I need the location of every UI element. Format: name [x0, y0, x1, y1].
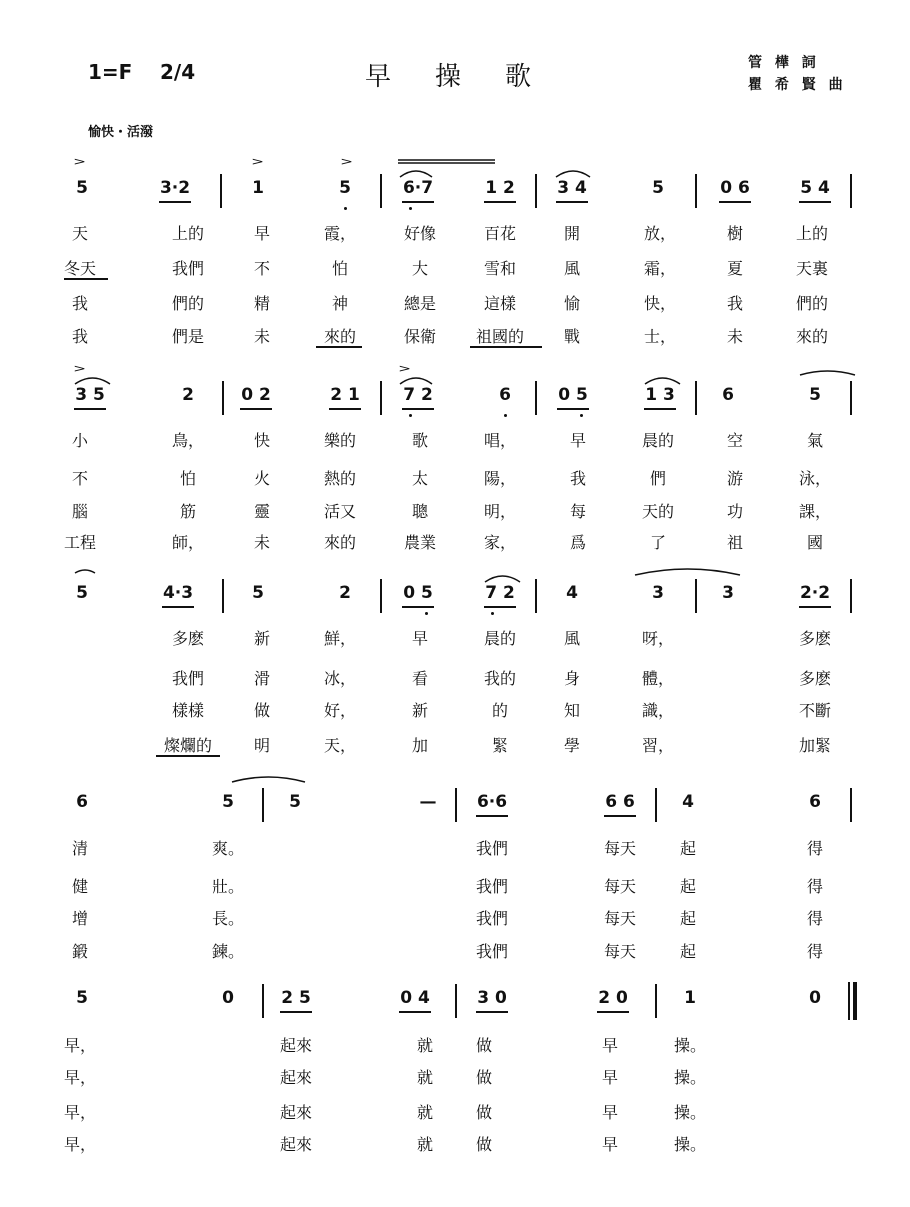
lyric-syllable: 早 — [253, 224, 271, 243]
lyric-syllable: 長。 — [211, 909, 245, 928]
note-group: 3 0 — [477, 988, 507, 1008]
note-group: 0 5 — [403, 583, 433, 603]
lyric-syllable: 早， — [63, 1068, 97, 1087]
slur — [645, 378, 680, 384]
eighth-beam — [484, 606, 516, 608]
bar-line — [655, 788, 657, 822]
lyric-syllable: 活又 — [323, 502, 357, 521]
accent-mark: > — [251, 155, 265, 168]
lyric-syllable: 習， — [641, 736, 675, 755]
lyric-syllable: 起來 — [279, 1103, 313, 1122]
lyric-underline — [470, 346, 542, 348]
eighth-beam — [719, 201, 751, 203]
lyric-syllable: 每天 — [603, 942, 637, 961]
lyric-syllable: 歌 — [411, 431, 429, 450]
lyric-syllable: 唱， — [483, 431, 517, 450]
final-bar-line-thin — [848, 982, 850, 1020]
lyric-syllable: 我 — [726, 294, 744, 313]
lyric-syllable: 冬天 — [63, 259, 97, 278]
lyric-syllable: 戰 — [563, 327, 581, 346]
eighth-beam — [484, 201, 516, 203]
lyric-syllable: 早 — [601, 1036, 619, 1055]
lyric-syllable: 空 — [726, 431, 744, 450]
lyric-syllable: 霞， — [323, 224, 357, 243]
lyric-syllable: 早 — [569, 431, 587, 450]
note-group: 5 — [289, 792, 301, 812]
note-group: 7 2 — [403, 385, 433, 405]
lyric-syllable: 每天 — [603, 877, 637, 896]
lyric-syllable: 壯。 — [211, 877, 245, 896]
octave-dot — [425, 612, 428, 615]
lyric-syllable: 霜， — [643, 259, 677, 278]
note-group: 3 5 — [75, 385, 105, 405]
bar-line — [455, 788, 457, 822]
lyric-syllable: 泳， — [798, 469, 832, 488]
eighth-beam — [476, 1011, 508, 1013]
note-group: 1 — [252, 178, 264, 198]
lyric-syllable: 爽。 — [211, 839, 245, 858]
note-group: 3 — [652, 583, 664, 603]
octave-dot — [504, 414, 507, 417]
note-group: 2·2 — [799, 583, 831, 603]
lyric-syllable: 課， — [798, 502, 832, 521]
bar-line — [380, 579, 382, 613]
lyric-syllable: 就 — [416, 1135, 434, 1154]
lyric-syllable: 天 — [71, 224, 89, 243]
lyric-syllable: 們 — [649, 469, 667, 488]
lyric-syllable: 上的 — [171, 224, 205, 243]
lyric-syllable: 早 — [601, 1068, 619, 1087]
lyric-syllable: 風 — [563, 629, 581, 648]
note-group: 6 6 — [605, 792, 635, 812]
lyric-syllable: 小 — [71, 431, 89, 450]
note-group: 2 1 — [330, 385, 360, 405]
lyric-syllable: 好， — [323, 701, 357, 720]
lyric-syllable: 風 — [563, 259, 581, 278]
bar-line — [455, 984, 457, 1018]
lyric-syllable: 呀， — [641, 629, 675, 648]
lyric-syllable: 得 — [806, 839, 824, 858]
lyric-syllable: 天裏 — [795, 259, 829, 278]
lyric-syllable: 大 — [411, 259, 429, 278]
bar-line — [380, 174, 382, 208]
bar-line — [695, 381, 697, 415]
lyric-syllable: 早， — [63, 1103, 97, 1122]
accent-mark: > — [73, 155, 87, 168]
lyric-syllable: 爲 — [569, 533, 587, 552]
lyric-syllable: 快， — [643, 294, 677, 313]
lyric-syllable: 不 — [71, 469, 89, 488]
octave-dot — [491, 612, 494, 615]
lyric-syllable: 增 — [71, 909, 89, 928]
lyric-syllable: 太 — [411, 469, 429, 488]
lyric-syllable: 氣 — [806, 431, 824, 450]
lyric-syllable: 就 — [416, 1068, 434, 1087]
note-group: 6·6 — [476, 792, 508, 812]
note-group: 1 2 — [485, 178, 515, 198]
octave-dot — [344, 207, 347, 210]
slur — [800, 371, 855, 375]
eighth-beam — [402, 201, 434, 203]
lyric-syllable: 總是 — [403, 294, 437, 313]
lyric-syllable: 保衛 — [403, 327, 437, 346]
note-group: 4·3 — [162, 583, 194, 603]
bar-line — [655, 984, 657, 1018]
lyric-syllable: 功 — [726, 502, 744, 521]
lyric-syllable: 們是 — [171, 327, 205, 346]
lyric-syllable: 工程 — [63, 533, 97, 552]
note-group: 0 5 — [558, 385, 588, 405]
eighth-beam — [597, 1011, 629, 1013]
note-group: 3 — [722, 583, 734, 603]
lyric-syllable: 祖國的 — [475, 327, 525, 346]
slur — [556, 171, 590, 177]
note-group: 5 — [652, 178, 664, 198]
lyric-syllable: 知 — [563, 701, 581, 720]
tie — [232, 777, 305, 782]
lyric-syllable: 們的 — [171, 294, 205, 313]
octave-dot — [409, 207, 412, 210]
lyric-syllable: 每天 — [603, 839, 637, 858]
lyric-syllable: 起 — [679, 877, 697, 896]
lyric-syllable: 愉 — [563, 294, 581, 313]
accent-mark: > — [340, 155, 354, 168]
eighth-beam — [799, 201, 831, 203]
lyric-syllable: 每天 — [603, 909, 637, 928]
lyric-syllable: 多麽 — [798, 629, 832, 648]
lyric-syllable: 做 — [475, 1036, 493, 1055]
eighth-beam — [556, 201, 588, 203]
note-group: 4 — [682, 792, 694, 812]
note-group: 0 2 — [241, 385, 271, 405]
lyric-syllable: 明 — [253, 736, 271, 755]
lyric-syllable: 早 — [601, 1103, 619, 1122]
lyric-syllable: 我的 — [483, 669, 517, 688]
bar-line — [695, 579, 697, 613]
bar-line — [262, 788, 264, 822]
lyric-syllable: 起來 — [279, 1036, 313, 1055]
lyric-syllable: 冰， — [323, 669, 357, 688]
lyric-syllable: 做 — [475, 1068, 493, 1087]
lyric-syllable: 起 — [679, 839, 697, 858]
lyric-syllable: 的 — [491, 701, 509, 720]
eighth-beam — [74, 408, 106, 410]
lyric-syllable: 新 — [253, 629, 271, 648]
lyric-syllable: 做 — [253, 701, 271, 720]
lyric-syllable: 做 — [475, 1103, 493, 1122]
lyric-syllable: 鳥， — [171, 431, 205, 450]
bar-line — [850, 381, 852, 415]
lyric-syllable: 樹 — [726, 224, 744, 243]
note-group: 6 — [722, 385, 734, 405]
note-group: 5 — [222, 792, 234, 812]
lyric-syllable: 健 — [71, 877, 89, 896]
lyric-syllable: 我們 — [171, 669, 205, 688]
slur — [485, 576, 520, 582]
tempo-marking: 愉快・活潑 — [88, 125, 154, 140]
eighth-beam — [557, 408, 589, 410]
note-group: 0 4 — [400, 988, 430, 1008]
note-group: 2 — [339, 583, 351, 603]
song-title: 早操歌 — [365, 62, 576, 92]
lyric-syllable: 百花 — [483, 224, 517, 243]
note-group: 0 6 — [720, 178, 750, 198]
octave-dot — [409, 414, 412, 417]
lyric-syllable: 未 — [253, 533, 271, 552]
lyric-syllable: 放， — [643, 224, 677, 243]
lyric-syllable: 操。 — [673, 1068, 707, 1087]
lyric-syllable: 燦爛的 — [163, 736, 213, 755]
lyric-syllable: 筋 — [179, 502, 197, 521]
note-group: 4 — [566, 583, 578, 603]
bar-line — [535, 381, 537, 415]
eighth-beam — [329, 408, 361, 410]
lyric-syllable: 靈 — [253, 502, 271, 521]
lyric-syllable: 早 — [601, 1135, 619, 1154]
accent-mark: > — [398, 362, 412, 375]
lyric-syllable: 不斷 — [798, 701, 832, 720]
lyric-syllable: 晨的 — [483, 629, 517, 648]
note-group: 6 — [499, 385, 511, 405]
lyric-syllable: 祖 — [726, 533, 744, 552]
eighth-beam — [402, 606, 434, 608]
lyric-underline — [156, 755, 220, 757]
lyric-syllable: 不 — [253, 259, 271, 278]
lyric-syllable: 神 — [331, 294, 349, 313]
lyric-syllable: 早， — [63, 1135, 97, 1154]
accent-mark: > — [73, 362, 87, 375]
lyric-syllable: 熱的 — [323, 469, 357, 488]
lyric-syllable: 鍛 — [71, 942, 89, 961]
lyric-syllable: 火 — [253, 469, 271, 488]
lyric-syllable: 得 — [806, 877, 824, 896]
lyric-syllable: 每 — [569, 502, 587, 521]
lyric-syllable: 開 — [563, 224, 581, 243]
lyric-underline — [64, 278, 108, 280]
bar-line — [380, 381, 382, 415]
eighth-beam — [159, 201, 191, 203]
lyric-syllable: 上的 — [795, 224, 829, 243]
note-group: 2 — [182, 385, 194, 405]
lyric-syllable: 鍊。 — [211, 942, 245, 961]
bar-line — [222, 579, 224, 613]
eighth-beam — [799, 606, 831, 608]
lyric-syllable: 快 — [253, 431, 271, 450]
lyric-syllable: 怕 — [331, 259, 349, 278]
lyric-syllable: 樂的 — [323, 431, 357, 450]
note-group: 6 — [809, 792, 821, 812]
lyric-syllable: 師， — [171, 533, 205, 552]
lyric-syllable: 緊 — [491, 736, 509, 755]
lyric-syllable: 滑 — [253, 669, 271, 688]
note-group: 3·2 — [159, 178, 191, 198]
lyric-syllable: 清 — [71, 839, 89, 858]
lyric-syllable: 我們 — [475, 909, 509, 928]
note-group: 5 4 — [800, 178, 830, 198]
lyric-syllable: 們的 — [795, 294, 829, 313]
note-group: 5 — [339, 178, 351, 198]
lyric-syllable: 明， — [483, 502, 517, 521]
lyric-syllable: 夏 — [726, 259, 744, 278]
note-group: 5 — [76, 178, 88, 198]
lyric-syllable: 陽， — [483, 469, 517, 488]
lyric-syllable: 樣樣 — [171, 701, 205, 720]
lyric-syllable: 起來 — [279, 1135, 313, 1154]
lyric-syllable: 我們 — [475, 839, 509, 858]
lyric-syllable: 鮮， — [323, 629, 357, 648]
octave-dot — [580, 414, 583, 417]
eighth-beam — [240, 408, 272, 410]
lyric-syllable: 來的 — [323, 533, 357, 552]
note-group: 5 — [76, 583, 88, 603]
eighth-beam — [162, 606, 194, 608]
eighth-beam — [644, 408, 676, 410]
lyric-syllable: 我 — [569, 469, 587, 488]
lyric-syllable: 國 — [806, 533, 824, 552]
lyric-syllable: 操。 — [673, 1135, 707, 1154]
lyric-syllable: 晨的 — [641, 431, 675, 450]
lyric-syllable: 加緊 — [798, 736, 832, 755]
bar-line — [850, 579, 852, 613]
note-group: 0 — [809, 988, 821, 1008]
lyric-syllable: 這樣 — [483, 294, 517, 313]
bar-line — [850, 788, 852, 822]
eighth-beam — [280, 1011, 312, 1013]
lyric-syllable: 我 — [71, 294, 89, 313]
lyric-syllable: 就 — [416, 1036, 434, 1055]
note-group: 5 — [76, 988, 88, 1008]
lyric-syllable: 新 — [411, 701, 429, 720]
lyric-syllable: 聰 — [411, 502, 429, 521]
lyric-syllable: 雪和 — [483, 259, 517, 278]
bar-line — [695, 174, 697, 208]
slur — [75, 570, 95, 573]
lyric-syllable: 操。 — [673, 1036, 707, 1055]
lyric-syllable: 起 — [679, 942, 697, 961]
eighth-beam — [476, 815, 508, 817]
note-group: 5 — [809, 385, 821, 405]
lyric-syllable: 多麽 — [171, 629, 205, 648]
slur — [75, 378, 110, 384]
lyric-syllable: 我們 — [171, 259, 205, 278]
note-group: 2 5 — [281, 988, 311, 1008]
lyric-syllable: 來的 — [323, 327, 357, 346]
bar-line — [222, 381, 224, 415]
lyric-syllable: 得 — [806, 909, 824, 928]
note-group: 7 2 — [485, 583, 515, 603]
note-group: 6·7 — [402, 178, 434, 198]
lyric-syllable: 起來 — [279, 1068, 313, 1087]
lyric-syllable: 識， — [641, 701, 675, 720]
lyric-syllable: 早 — [411, 629, 429, 648]
key-signature: 1=F — [88, 60, 133, 84]
lyric-syllable: 我們 — [475, 877, 509, 896]
note-group: 3 4 — [557, 178, 587, 198]
lyric-syllable: 學 — [563, 736, 581, 755]
note-group: 6 — [76, 792, 88, 812]
lyric-syllable: 我們 — [475, 942, 509, 961]
bar-line — [220, 174, 222, 208]
slur — [400, 378, 432, 384]
eighth-beam — [604, 815, 636, 817]
final-bar-line-thick — [853, 982, 857, 1020]
lyric-syllable: 腦 — [71, 502, 89, 521]
lyric-syllable: 我 — [71, 327, 89, 346]
lyric-syllable: 身 — [563, 669, 581, 688]
note-group: 2 0 — [598, 988, 628, 1008]
note-group: 1 — [684, 988, 696, 1008]
lyricist-credit: 管 樺 詞 — [748, 55, 820, 71]
note-group: — — [419, 792, 437, 812]
lyric-syllable: 做 — [475, 1135, 493, 1154]
lyric-syllable: 體， — [641, 669, 675, 688]
bar-line — [535, 579, 537, 613]
lyric-syllable: 精 — [253, 294, 271, 313]
note-group: 5 — [252, 583, 264, 603]
lyric-syllable: 游 — [726, 469, 744, 488]
lyric-syllable: 來的 — [795, 327, 829, 346]
lyric-syllable: 起 — [679, 909, 697, 928]
composer-credit: 瞿 希 賢 曲 — [748, 77, 847, 93]
tie — [635, 569, 740, 575]
lyric-syllable: 得 — [806, 942, 824, 961]
lyric-syllable: 操。 — [673, 1103, 707, 1122]
lyric-syllable: 天的 — [641, 502, 675, 521]
note-group: 1 3 — [645, 385, 675, 405]
lyric-syllable: 了 — [649, 533, 667, 552]
note-group: 0 — [222, 988, 234, 1008]
slur — [400, 171, 432, 177]
lyric-syllable: 早， — [63, 1036, 97, 1055]
lyric-syllable: 多麽 — [798, 669, 832, 688]
lyric-syllable: 就 — [416, 1103, 434, 1122]
lyric-syllable: 家， — [483, 533, 517, 552]
lyric-syllable: 士， — [643, 327, 677, 346]
bar-line — [262, 984, 264, 1018]
lyric-syllable: 未 — [253, 327, 271, 346]
lyric-underline — [316, 346, 362, 348]
eighth-beam — [402, 408, 434, 410]
lyric-syllable: 加 — [411, 736, 429, 755]
lyric-syllable: 天， — [323, 736, 357, 755]
eighth-beam — [399, 1011, 431, 1013]
bar-line — [850, 174, 852, 208]
time-signature: 2/4 — [160, 60, 196, 84]
bar-line — [535, 174, 537, 208]
lyric-syllable: 怕 — [179, 469, 197, 488]
lyric-syllable: 好像 — [403, 224, 437, 243]
lyric-syllable: 未 — [726, 327, 744, 346]
lyric-syllable: 農業 — [403, 533, 437, 552]
lyric-syllable: 看 — [411, 669, 429, 688]
